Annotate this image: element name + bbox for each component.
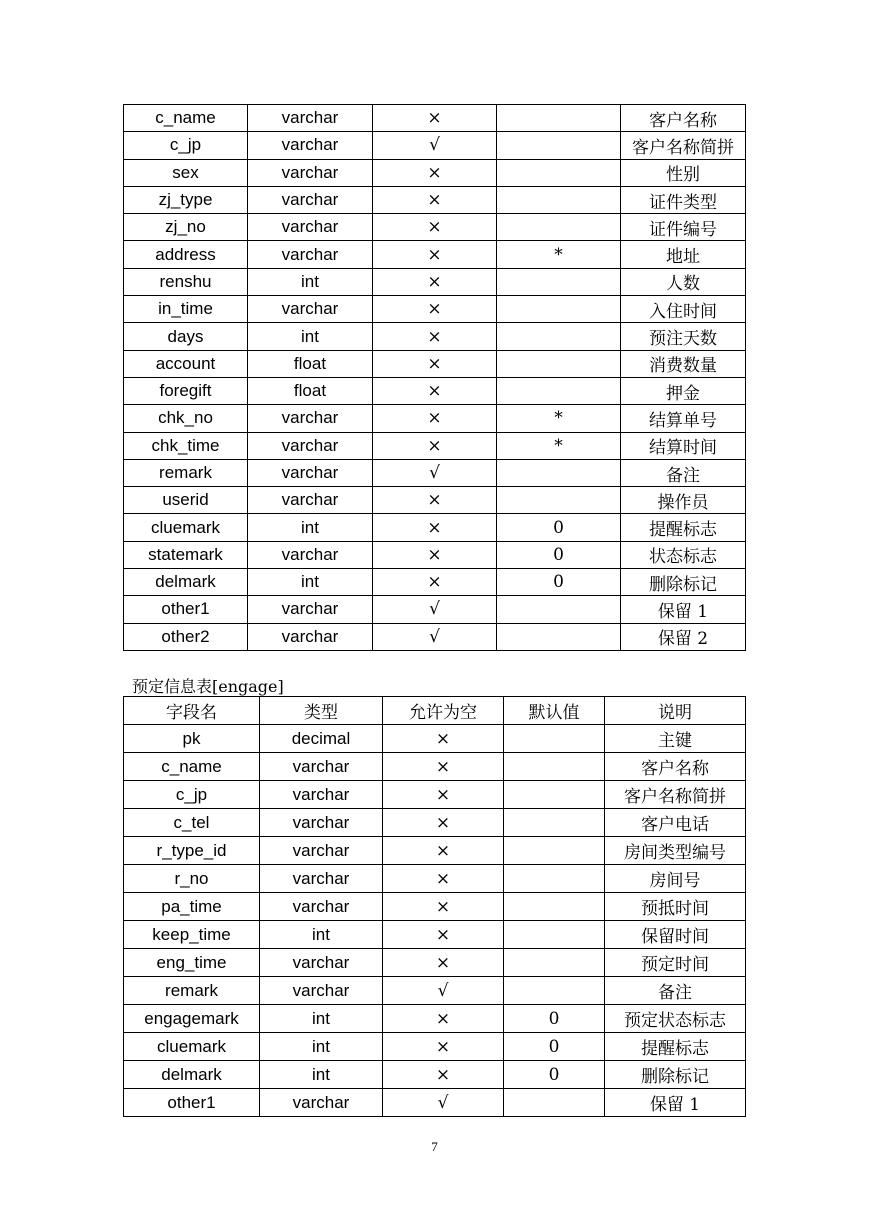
table-cell: × <box>373 105 497 132</box>
table-cell: 删除标记 <box>605 1061 746 1089</box>
table-cell: 房间号 <box>605 865 746 893</box>
table-cell: int <box>248 323 373 350</box>
table-cell: varchar <box>248 132 373 159</box>
table-cell <box>504 865 605 893</box>
table-cell: × <box>373 487 497 514</box>
table-row <box>124 186 746 213</box>
table-cell: varchar <box>260 893 383 921</box>
table-cell: remark <box>124 459 248 486</box>
table-cell: other1 <box>124 1089 260 1117</box>
table-cell: 预定时间 <box>605 949 746 977</box>
table-cell: varchar <box>248 487 373 514</box>
table-header <box>124 697 746 725</box>
table-cell <box>497 350 621 377</box>
table-cell: √ <box>383 977 504 1005</box>
table-row <box>124 809 746 837</box>
table-cell: × <box>383 1061 504 1089</box>
table-row <box>124 596 746 623</box>
table-row <box>124 214 746 241</box>
table-row <box>124 781 746 809</box>
table-cell <box>497 132 621 159</box>
table-row <box>124 105 746 132</box>
table-cell: × <box>373 405 497 432</box>
table-cell: × <box>373 186 497 213</box>
table-cell: 删除标记 <box>621 569 746 596</box>
table-cell: * <box>497 432 621 459</box>
table-cell: 主键 <box>605 725 746 753</box>
table-cell: varchar <box>260 781 383 809</box>
table-row <box>124 1061 746 1089</box>
table-cell: 保留时间 <box>605 921 746 949</box>
table-cell: * <box>497 241 621 268</box>
table-cell: int <box>260 1061 383 1089</box>
table-cell: pa_time <box>124 893 260 921</box>
table-cell: sex <box>124 159 248 186</box>
table-cell: varchar <box>260 1089 383 1117</box>
table-cell: days <box>124 323 248 350</box>
table-cell <box>497 214 621 241</box>
table-cell: 0 <box>497 541 621 568</box>
table-cell: √ <box>383 1089 504 1117</box>
table-cell: √ <box>373 623 497 650</box>
table-cell: c_jp <box>124 781 260 809</box>
table-cell <box>497 159 621 186</box>
table-cell: varchar <box>260 865 383 893</box>
table-cell: eng_time <box>124 949 260 977</box>
table-cell: varchar <box>248 241 373 268</box>
table-cell: × <box>373 377 497 404</box>
table-cell: × <box>373 268 497 295</box>
table-cell: × <box>383 921 504 949</box>
table-cell: 客户电话 <box>605 809 746 837</box>
table-cell <box>497 186 621 213</box>
table-cell: × <box>373 241 497 268</box>
table-row <box>124 865 746 893</box>
table-row <box>124 1005 746 1033</box>
table-cell: 状态标志 <box>621 541 746 568</box>
table-cell: in_time <box>124 296 248 323</box>
table-cell: r_type_id <box>124 837 260 865</box>
table-cell: × <box>373 432 497 459</box>
table-cell: 保留 1 <box>621 596 746 623</box>
table-row <box>124 350 746 377</box>
header-cell: 类型 <box>260 697 383 725</box>
table-cell: × <box>373 214 497 241</box>
table-cell: × <box>373 159 497 186</box>
table-cell: varchar <box>248 105 373 132</box>
table-row <box>124 541 746 568</box>
table-cell: × <box>373 350 497 377</box>
table-row <box>124 405 746 432</box>
table-cell: × <box>383 753 504 781</box>
table-cell: engagemark <box>124 1005 260 1033</box>
table-cell: × <box>373 514 497 541</box>
table-cell <box>497 296 621 323</box>
table-cell: varchar <box>248 432 373 459</box>
table-cell: √ <box>373 459 497 486</box>
table-cell: delmark <box>124 569 248 596</box>
table-cell: × <box>383 725 504 753</box>
table-row <box>124 296 746 323</box>
table-cell: varchar <box>248 623 373 650</box>
table-cell: 0 <box>497 514 621 541</box>
header-cell: 说明 <box>605 697 746 725</box>
table-cell: 预注天数 <box>621 323 746 350</box>
table-customer-fields <box>123 104 746 651</box>
table-cell: 提醒标志 <box>621 514 746 541</box>
table-body <box>124 725 746 1117</box>
table-row <box>124 323 746 350</box>
table-cell: int <box>260 921 383 949</box>
table-cell: varchar <box>248 541 373 568</box>
table-cell <box>504 753 605 781</box>
table-cell: varchar <box>260 837 383 865</box>
table-cell: × <box>383 809 504 837</box>
table-cell: chk_time <box>124 432 248 459</box>
table-cell: float <box>248 377 373 404</box>
table-cell: × <box>383 1005 504 1033</box>
table-cell: 0 <box>497 569 621 596</box>
table-cell: varchar <box>260 949 383 977</box>
table-row <box>124 623 746 650</box>
table-cell: renshu <box>124 268 248 295</box>
table-row <box>124 837 746 865</box>
table-cell: varchar <box>248 186 373 213</box>
table-cell: chk_no <box>124 405 248 432</box>
table-cell <box>497 377 621 404</box>
table-cell: * <box>497 405 621 432</box>
table-cell: int <box>248 268 373 295</box>
table-row <box>124 977 746 1005</box>
table-cell: int <box>248 569 373 596</box>
table-cell: × <box>373 323 497 350</box>
table-cell: statemark <box>124 541 248 568</box>
table-cell: varchar <box>248 459 373 486</box>
table-cell: 保留 2 <box>621 623 746 650</box>
table-row <box>124 725 746 753</box>
table-cell: zj_no <box>124 214 248 241</box>
table-row <box>124 753 746 781</box>
table-cell: 0 <box>504 1005 605 1033</box>
table-cell: address <box>124 241 248 268</box>
table-cell <box>504 893 605 921</box>
table-cell <box>504 837 605 865</box>
table-cell: cluemark <box>124 514 248 541</box>
table-cell: 预抵时间 <box>605 893 746 921</box>
table-cell: 地址 <box>621 241 746 268</box>
table-cell: other2 <box>124 623 248 650</box>
table-cell: 人数 <box>621 268 746 295</box>
table-cell: 备注 <box>605 977 746 1005</box>
table-row <box>124 241 746 268</box>
table-cell <box>504 921 605 949</box>
table-cell: 客户名称简拼 <box>605 781 746 809</box>
table-cell: decimal <box>260 725 383 753</box>
table-row <box>124 132 746 159</box>
table-row <box>124 268 746 295</box>
table-cell: 提醒标志 <box>605 1033 746 1061</box>
table-cell: varchar <box>260 809 383 837</box>
table-cell: c_jp <box>124 132 248 159</box>
table-cell: 预定状态标志 <box>605 1005 746 1033</box>
table-cell: foregift <box>124 377 248 404</box>
table-row <box>124 921 746 949</box>
table-cell: varchar <box>260 977 383 1005</box>
table-cell: × <box>383 893 504 921</box>
table-cell <box>504 949 605 977</box>
table-cell <box>504 977 605 1005</box>
table-cell: × <box>373 296 497 323</box>
table-cell <box>497 268 621 295</box>
table-cell: 0 <box>504 1033 605 1061</box>
table-row <box>124 159 746 186</box>
table-row <box>124 569 746 596</box>
table-cell: 性别 <box>621 159 746 186</box>
table-cell: int <box>260 1033 383 1061</box>
table-cell: 客户名称 <box>621 105 746 132</box>
table-cell: int <box>248 514 373 541</box>
table-caption: 预定信息表[engage] <box>132 677 284 696</box>
table-cell: 客户名称 <box>605 753 746 781</box>
table-cell: × <box>383 865 504 893</box>
table-cell: varchar <box>248 405 373 432</box>
table-cell <box>497 459 621 486</box>
table-row <box>124 459 746 486</box>
table-row <box>124 1089 746 1117</box>
table-cell: c_tel <box>124 809 260 837</box>
table-cell: 客户名称简拼 <box>621 132 746 159</box>
table-row <box>124 377 746 404</box>
table-cell <box>497 323 621 350</box>
table-cell: c_name <box>124 105 248 132</box>
header-cell: 字段名 <box>124 697 260 725</box>
table-cell: √ <box>373 132 497 159</box>
table-row <box>124 893 746 921</box>
table-cell: varchar <box>260 753 383 781</box>
table-cell <box>497 105 621 132</box>
table-cell: 入住时间 <box>621 296 746 323</box>
table-cell <box>504 1089 605 1117</box>
table-cell: pk <box>124 725 260 753</box>
table-cell <box>504 781 605 809</box>
table-cell: × <box>383 949 504 977</box>
table-cell: varchar <box>248 214 373 241</box>
table-cell: 证件编号 <box>621 214 746 241</box>
header-cell: 允许为空 <box>383 697 504 725</box>
table-cell: 证件类型 <box>621 186 746 213</box>
table-cell: float <box>248 350 373 377</box>
table-cell: other1 <box>124 596 248 623</box>
table-cell: 房间类型编号 <box>605 837 746 865</box>
table-cell: 押金 <box>621 377 746 404</box>
table-cell: 操作员 <box>621 487 746 514</box>
table-row <box>124 487 746 514</box>
table-cell: account <box>124 350 248 377</box>
table-row <box>124 514 746 541</box>
table-cell: int <box>260 1005 383 1033</box>
table-row <box>124 1033 746 1061</box>
table-cell <box>497 596 621 623</box>
header-cell: 默认值 <box>504 697 605 725</box>
table-cell: c_name <box>124 753 260 781</box>
table-cell: zj_type <box>124 186 248 213</box>
table-cell: keep_time <box>124 921 260 949</box>
table-row <box>124 949 746 977</box>
table-cell <box>504 809 605 837</box>
table-cell: 0 <box>504 1061 605 1089</box>
page-number: 7 <box>431 1139 438 1154</box>
table-cell: userid <box>124 487 248 514</box>
table-cell <box>504 725 605 753</box>
table-cell: 消费数量 <box>621 350 746 377</box>
table-cell: 结算单号 <box>621 405 746 432</box>
table-cell: r_no <box>124 865 260 893</box>
table-cell: 保留 1 <box>605 1089 746 1117</box>
table-cell <box>497 623 621 650</box>
table-cell: remark <box>124 977 260 1005</box>
table-cell: varchar <box>248 296 373 323</box>
table-cell: varchar <box>248 596 373 623</box>
table-row <box>124 432 746 459</box>
header-row <box>124 697 746 725</box>
table-cell: 结算时间 <box>621 432 746 459</box>
table-cell: cluemark <box>124 1033 260 1061</box>
table-cell <box>497 487 621 514</box>
table-cell: × <box>383 837 504 865</box>
table-cell: 备注 <box>621 459 746 486</box>
table-cell: delmark <box>124 1061 260 1089</box>
table-cell: × <box>373 569 497 596</box>
table-cell: × <box>383 781 504 809</box>
table-body <box>124 105 746 651</box>
table-engage <box>123 696 746 1117</box>
table-cell: varchar <box>248 159 373 186</box>
table-cell: × <box>373 541 497 568</box>
table-cell: × <box>383 1033 504 1061</box>
table-cell: √ <box>373 596 497 623</box>
